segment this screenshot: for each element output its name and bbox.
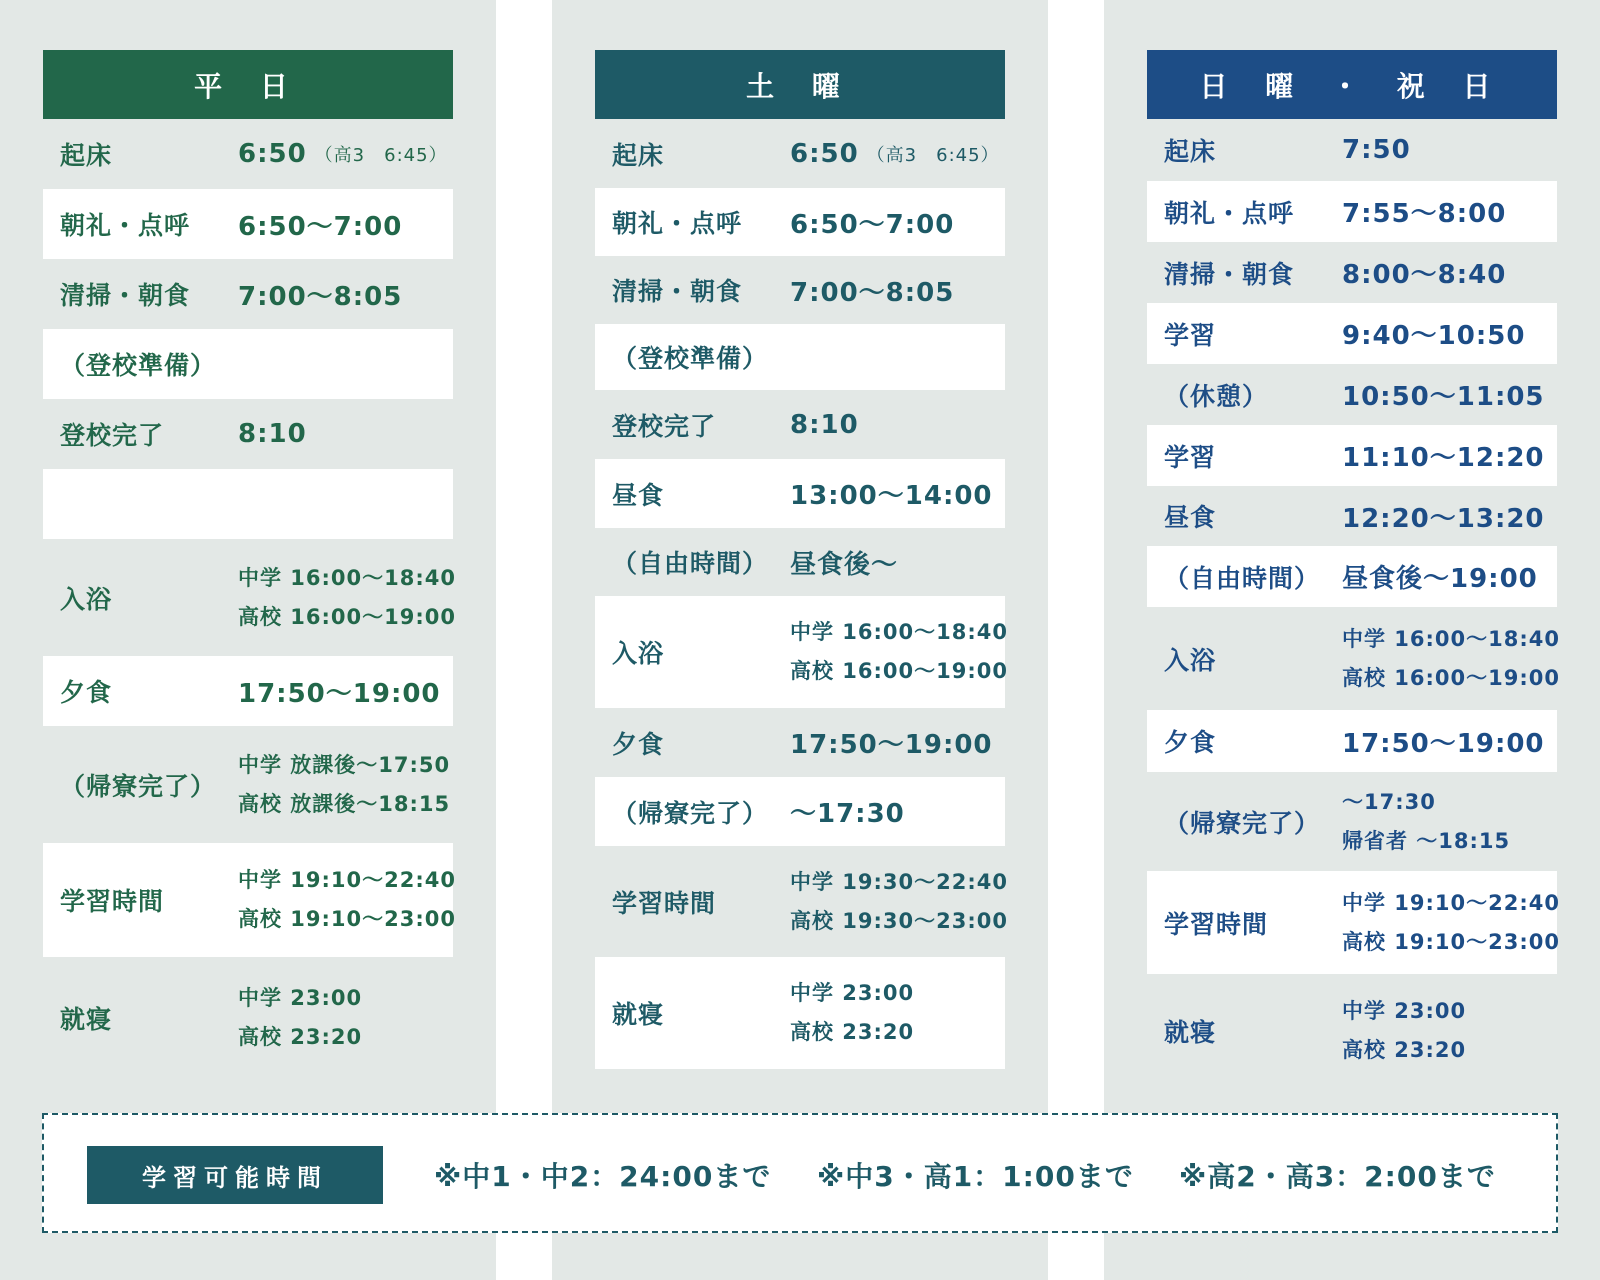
sunday-row-wake xyxy=(1147,119,1557,181)
row-value-line: 中学 放課後～17:50 xyxy=(238,752,451,777)
row-value: 7:50 xyxy=(1342,135,1411,165)
study-hours-note: ※中1・中2：24:00まで xyxy=(434,1160,772,1193)
row-value-line: 中学 23:00 xyxy=(1342,998,1467,1023)
row-value: 7:00～8:05 xyxy=(790,277,955,308)
row-label: 学習時間 xyxy=(1164,909,1269,939)
row-label: 就寝 xyxy=(612,1000,665,1029)
row-label: 清掃・朝食 xyxy=(60,281,191,310)
saturday-row-lunch xyxy=(595,459,1005,528)
sunday-row-return xyxy=(1147,772,1557,871)
sunday-row-breakfast xyxy=(1147,242,1557,303)
sunday-rows xyxy=(1147,119,1561,1087)
saturday-row-dinner xyxy=(595,708,1005,777)
sunday-row-lunch xyxy=(1147,486,1557,546)
row-label: 昼食 xyxy=(612,480,665,510)
weekday-column xyxy=(0,0,496,1280)
row-value-line: 高校 19:10～23:00 xyxy=(238,907,457,931)
row-note: （高3 6:45） xyxy=(866,144,1000,166)
weekday-row-dinner xyxy=(43,656,453,726)
row-label: 夕食 xyxy=(1164,728,1217,757)
row-label: （登校準備） xyxy=(60,351,217,380)
row-value: 9:40～10:50 xyxy=(1342,321,1526,351)
row-value: 7:00～8:05 xyxy=(238,281,403,312)
row-value-line: 高校 16:00～19:00 xyxy=(790,659,1009,683)
row-label: 登校完了 xyxy=(612,411,717,441)
row-value-two-lines xyxy=(1342,783,1510,861)
saturday-row-school-prep xyxy=(595,324,1005,390)
row-value-two-lines xyxy=(790,863,1008,941)
study-hours-footer xyxy=(42,1113,1558,1233)
row-value: 12:20～13:20 xyxy=(1342,503,1545,534)
row-value: 6:50～7:00 xyxy=(790,209,955,240)
row-label: 清掃・朝食 xyxy=(612,277,743,306)
row-value: 7:55～8:00 xyxy=(1342,199,1507,229)
row-value: 13:00～14:00 xyxy=(790,481,993,511)
saturday-row-free-time xyxy=(595,528,1005,596)
row-label: （自由時間） xyxy=(612,549,769,578)
row-label: （登校準備） xyxy=(612,344,769,373)
row-value-line: 高校 16:00～19:00 xyxy=(1342,665,1561,690)
weekday-row-return xyxy=(43,726,453,843)
saturday-rows xyxy=(595,119,1009,1069)
saturday-row-bath xyxy=(595,596,1009,708)
row-label: 学習 xyxy=(1164,442,1217,472)
row-value-line: 帰省者 ～18:15 xyxy=(1342,828,1511,853)
saturday-header: 土 曜 xyxy=(595,50,1005,119)
row-value-two-lines xyxy=(238,746,450,824)
row-value: 17:50～19:00 xyxy=(1342,728,1545,759)
sunday-row-break xyxy=(1147,364,1557,425)
weekday-row-rollcall xyxy=(43,189,453,259)
row-label: 昼食 xyxy=(1164,503,1217,532)
row-label: 朝礼・点呼 xyxy=(612,209,743,238)
study-hours-note: ※高2・高3：2:00まで xyxy=(1179,1160,1496,1193)
row-value: 昼食後～ xyxy=(790,549,899,580)
row-value-two-lines xyxy=(790,974,914,1052)
row-label: 就寝 xyxy=(1164,1017,1217,1047)
weekday-row-wake xyxy=(43,119,453,189)
row-value-line: 中学 23:00 xyxy=(790,981,915,1005)
row-value-line: 中学 19:30～22:40 xyxy=(790,869,1009,894)
row-value-two-lines xyxy=(1342,884,1560,962)
row-value-line: 中学 19:10～22:40 xyxy=(1342,890,1561,915)
row-label: 学習 xyxy=(1164,320,1217,350)
weekday-row-bedtime xyxy=(43,957,453,1079)
row-value-line: 中学 19:10～22:40 xyxy=(238,868,457,892)
study-hours-note: ※中3・高1：1:00まで xyxy=(817,1160,1134,1193)
row-value: 昼食後～19:00 xyxy=(1342,564,1538,594)
row-value-line: 高校 23:20 xyxy=(238,1025,363,1049)
weekday-row-school-arrival xyxy=(43,399,453,469)
sunday-row-rollcall xyxy=(1147,181,1557,242)
saturday-row-school-arrival xyxy=(595,390,1005,459)
row-label: 朝礼・点呼 xyxy=(60,211,191,240)
sunday-row-study-1 xyxy=(1147,303,1557,364)
saturday-column xyxy=(552,0,1048,1280)
row-label: 入浴 xyxy=(612,639,665,668)
row-label: 夕食 xyxy=(60,678,113,707)
row-value-two-lines xyxy=(238,979,362,1057)
sunday-row-study-2 xyxy=(1147,425,1557,486)
row-value: 8:00～8:40 xyxy=(1342,260,1507,290)
sunday-row-dinner xyxy=(1147,710,1557,772)
row-value-line: 中学 23:00 xyxy=(238,986,363,1010)
weekday-row-study xyxy=(43,843,457,957)
weekday-row-bath xyxy=(43,539,457,656)
row-label: 起床 xyxy=(60,141,113,170)
row-value-line: ～17:30 xyxy=(1342,789,1436,814)
row-value-two-lines xyxy=(1342,620,1560,698)
row-value-line: 高校 23:20 xyxy=(1342,1037,1467,1062)
row-label: （自由時間） xyxy=(1164,563,1321,593)
row-value: 11:10～12:20 xyxy=(1342,443,1545,473)
weekday-row-blank xyxy=(43,469,453,539)
saturday-row-rollcall xyxy=(595,188,1005,256)
sunday-column xyxy=(1104,0,1600,1280)
row-value: 8:10 xyxy=(238,419,307,449)
row-value-line: 高校 19:10～23:00 xyxy=(1342,929,1561,954)
sunday-row-bedtime xyxy=(1147,974,1557,1087)
row-value: 6:50 xyxy=(790,138,859,169)
row-label: 就寝 xyxy=(60,1005,113,1034)
row-label: （帰寮完了） xyxy=(1164,808,1321,838)
row-value-two-lines xyxy=(1342,992,1466,1070)
row-label: 起床 xyxy=(1164,137,1217,166)
row-label: 入浴 xyxy=(1164,645,1217,675)
row-note: （高3 6:45） xyxy=(314,145,448,166)
row-value-line: 高校 23:20 xyxy=(790,1020,915,1044)
row-value-line: 中学 16:00～18:40 xyxy=(238,565,457,590)
weekday-row-school-prep xyxy=(43,329,453,399)
row-value-line: 高校 16:00～19:00 xyxy=(238,604,457,629)
saturday-row-bedtime xyxy=(595,957,1005,1069)
sunday-row-bath xyxy=(1147,607,1561,710)
saturday-row-breakfast xyxy=(595,256,1005,324)
sunday-row-free-time xyxy=(1147,546,1557,607)
row-label: （帰寮完了） xyxy=(612,798,769,828)
row-label: 入浴 xyxy=(60,584,113,614)
row-value-line: 中学 16:00～18:40 xyxy=(790,620,1009,644)
row-label: 清掃・朝食 xyxy=(1164,259,1295,289)
row-value-two-lines xyxy=(238,861,456,939)
saturday-row-study xyxy=(595,846,1009,957)
row-value-two-lines xyxy=(790,613,1008,691)
weekday-rows xyxy=(43,119,457,1079)
row-label: （帰寮完了） xyxy=(60,771,217,801)
row-value-line: 高校 放課後～18:15 xyxy=(238,791,451,816)
row-value: 6:50 xyxy=(238,139,307,169)
weekday-row-breakfast xyxy=(43,259,453,329)
row-label: 学習時間 xyxy=(612,888,717,918)
row-label: 学習時間 xyxy=(60,887,165,916)
row-value: 17:50～19:00 xyxy=(238,678,441,709)
row-value-line: 中学 16:00～18:40 xyxy=(1342,626,1561,651)
row-label: （休憩） xyxy=(1164,381,1269,411)
row-label: 起床 xyxy=(612,140,665,170)
row-value-two-lines xyxy=(238,559,456,637)
saturday-row-wake xyxy=(595,119,1005,188)
row-value-line: 高校 19:30～23:00 xyxy=(790,908,1009,933)
row-label: 朝礼・点呼 xyxy=(1164,198,1295,228)
saturday-row-return xyxy=(595,777,1005,846)
row-value: 10:50～11:05 xyxy=(1342,382,1545,412)
row-label: 夕食 xyxy=(612,729,665,759)
row-value: 6:50～7:00 xyxy=(238,211,403,242)
row-value: ～17:30 xyxy=(790,799,905,829)
row-value: 8:10 xyxy=(790,409,859,440)
study-hours-badge: 学習可能時間 xyxy=(87,1146,383,1204)
row-value: 17:50～19:00 xyxy=(790,730,993,760)
row-label: 登校完了 xyxy=(60,421,165,450)
sunday-row-study-time xyxy=(1147,871,1561,974)
weekday-header: 平 日 xyxy=(43,50,453,119)
sunday-header: 日 曜 ・ 祝 日 xyxy=(1147,50,1557,119)
